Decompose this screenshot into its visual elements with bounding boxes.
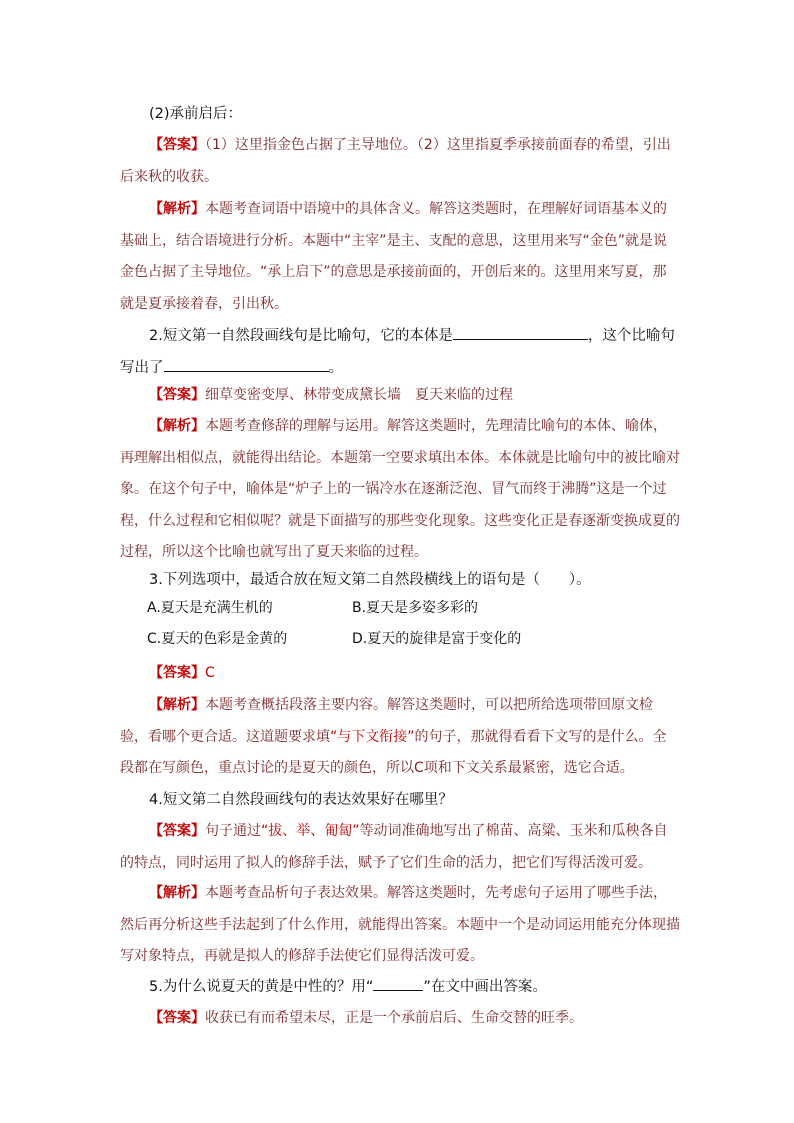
- analysis-2: [120, 411, 680, 569]
- answer-text: 句子通过: [205, 823, 261, 839]
- analysis-label: 【解析】: [149, 885, 205, 901]
- answer-2: [120, 380, 680, 412]
- analysis-label: 【解析】: [149, 201, 205, 217]
- answer-text: （1）这里指金色占据了主导地位。（2）这里指夏季承接前面春的希望，引出后来秋的收获。: [120, 137, 671, 185]
- analysis-text: 本题考查概括段落主要内容。解答这类题时，可以把所给选项带回原文检验，看哪个更合适。这道题要求填: [120, 697, 653, 745]
- option-a[interactable]: A.夏天是充满生机的: [147, 600, 273, 616]
- question-text: 2.短文第一自然段画线句是比喻句，它的本体是: [149, 328, 453, 344]
- question-text: 4.短文第二自然段画线句的表达效果好在哪里？: [149, 792, 453, 808]
- question-text: ”在文中画出答案。: [423, 979, 547, 995]
- analysis-4: [120, 878, 680, 973]
- underline-sample: [373, 989, 423, 991]
- answer-5: [120, 1003, 680, 1035]
- answer-text: 等动词准确地写出了棉苗、高粱、玉米和瓜秧各自的特点，同时运用了拟人的修辞手法，赋予了它们生命的活力，把它们写得活泼可爱。: [120, 823, 668, 871]
- answer-3: [120, 658, 680, 690]
- question-text: ，这个比喻句写出了: [120, 328, 675, 376]
- option-d[interactable]: D.夏天的旋律是富于变化的: [352, 631, 522, 647]
- analysis-3: [120, 690, 680, 785]
- fill-blank-2[interactable]: [164, 370, 329, 372]
- analysis-1: [120, 194, 680, 320]
- answer-label: 【答案】: [149, 387, 205, 403]
- answer-label: 【答案】: [149, 665, 205, 681]
- answer-text: C: [205, 665, 215, 681]
- answer-text: 细草变密变厚、林带变成黛长墙 夏天来临的过程: [205, 387, 513, 403]
- question-3: [120, 565, 680, 597]
- question-1-subitem-2: [120, 99, 680, 131]
- answer-label: 【答案】: [149, 823, 205, 839]
- answer-4: [120, 816, 680, 879]
- analysis-text: 本题考查词语中语境中的具体含义。解答这类题时，在理解好词语基本义的基础上，结合语境进行分析。本题中“主宰”是主、支配的意思，这里用来写“金色”就是说金色占据了主导地位。“承上启下”的意思是承接前面的，开创后来的。这里用来写夏，那就是夏承接着春，引出秋。: [120, 201, 668, 312]
- analysis-label: 【解析】: [149, 697, 205, 713]
- question-text: 。: [328, 360, 343, 376]
- question-5: [120, 972, 680, 1004]
- analysis-quote: “与下文衔接”: [330, 728, 415, 745]
- analysis-text: 本题考查修辞的理解与运用。解答这类题时，先理清比喻句的本体、喻体，再理解出相似点，就能得出结论。本题第一空要求填出本体。本体就是比喻句中的被比喻对象。在这个句子中，喻体是“炉子上的一锅冷水在逐渐泛泡、冒气而终于沸腾”这是一个过程，什么过程和它相似呢？就是下面描写的那些变化现象。这些变化正是春逐渐变换成夏的过程，所以这个比喻也就写出了夏天来临的过程。: [120, 418, 680, 560]
- answer-quote: “拔、举、匍匐”: [261, 823, 360, 839]
- answer-label: 【答案】: [149, 1010, 205, 1026]
- answer-1: [120, 130, 680, 193]
- answer-label: 【答案】: [149, 137, 205, 153]
- answer-text: 收获已有而希望未尽，正是一个承前启后、生命交替的旺季。: [205, 1010, 583, 1026]
- analysis-text: 的句子，那就得看看下文写的是什么。全段都在写颜色，重点讨论的是夏天的颜色，所以C项和下文关系最紧密，选它合适。: [120, 728, 667, 776]
- question-2: [120, 320, 680, 384]
- question-text: 5.为什么说夏天的黄是中性的？用“: [149, 979, 374, 995]
- question-text: 3.下列选项中，最适合放在短文第二自然段横线上的语句是（ ）。: [149, 572, 591, 588]
- subitem-text: (2)承前启后：: [149, 106, 243, 122]
- option-c[interactable]: C.夏天的色彩是金黄的: [147, 631, 288, 647]
- question-4: [120, 785, 680, 817]
- analysis-text: 本题考查品析句子表达效果。解答这类题时，先考虑句子运用了哪些手法，然后再分析这些手法起到了什么作用，就能得出答案。本题中一个是动词运用能充分体现描写对象特点，再就是拟人的修辞手法使它们显得活泼可爱。: [120, 885, 680, 964]
- option-b[interactable]: B.夏天是多姿多彩的: [352, 600, 479, 616]
- fill-blank-1[interactable]: [453, 338, 588, 340]
- analysis-label: 【解析】: [149, 418, 205, 434]
